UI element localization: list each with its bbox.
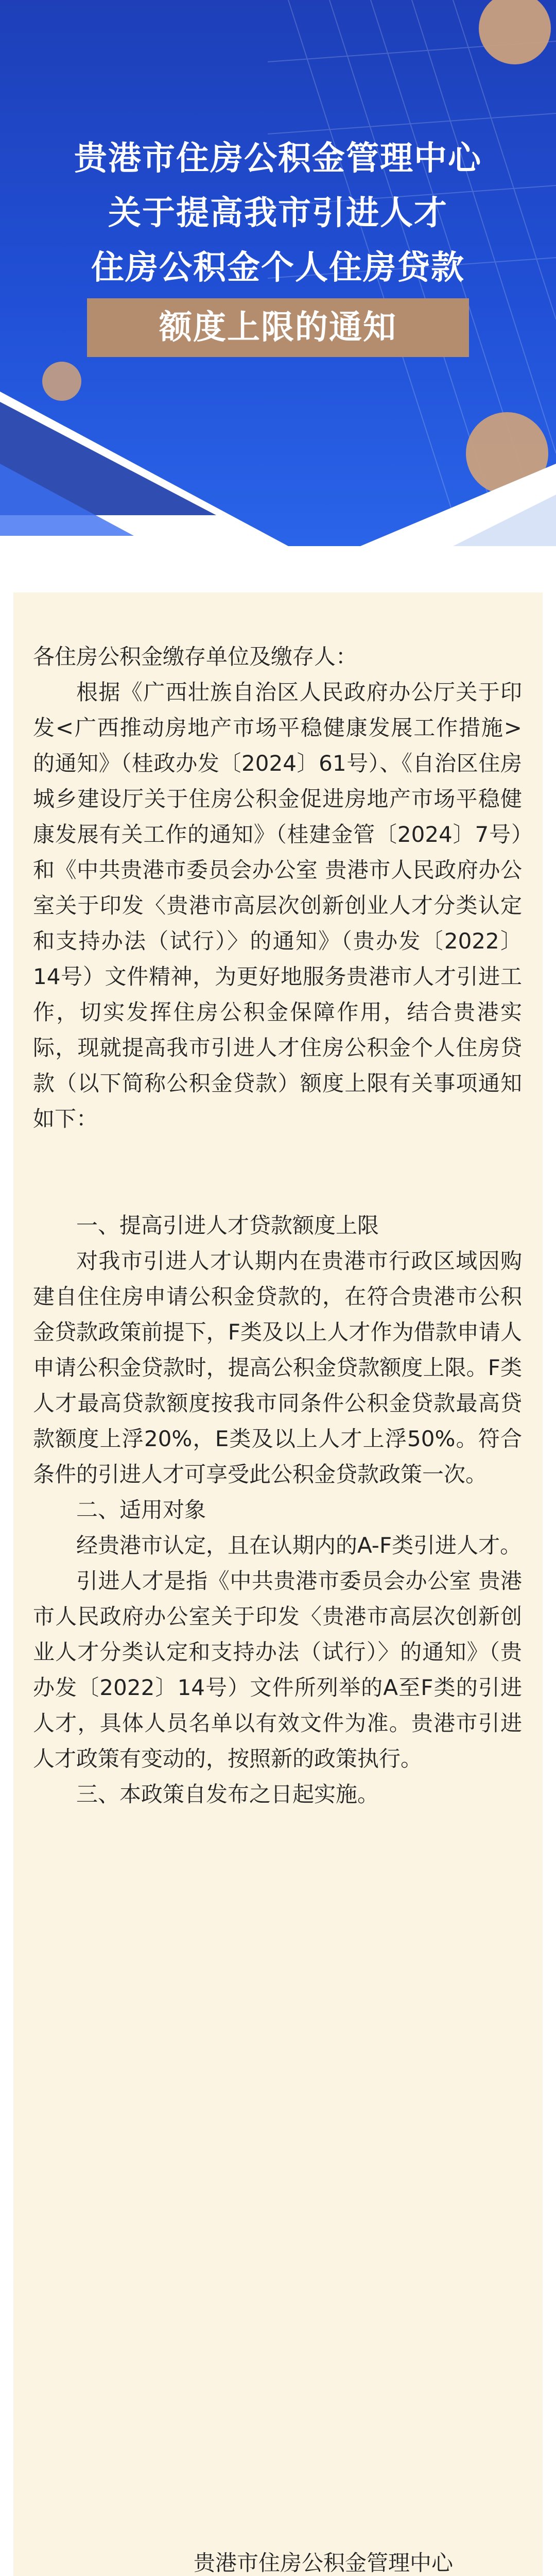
section-2-body-2: 引进人才是指《中共贵港市委员会办公室 贵港市人民政府办公室关于印发〈贵港市高层次创新创业人才分类认定和支持办法（试行）〉的通知》（贵办发〔2022〕14号）文件所列举的A至F类的引进人才，具体人员名单以有效文件为准。贵港市引进人才政策有变动的，按照新的政策执行。 [33, 1568, 522, 1771]
signature-org: 贵港市住房公积金管理中心 [194, 2550, 454, 2575]
intro-paragraph: 根据《广西壮族自治区人民政府办公厅关于印发<广西推动房地产市场平稳健康发展工作措施>的通知》（桂政办发〔2024〕61号）、《自治区住房城乡建设厅关于住房公积金促进房地产市场平稳健康发展有关工作的通知》（桂建金管〔2024〕7号）和《中共贵港市委员会办公室 贵港市人民政府办公室关于印发〈贵港市高层次创新创业人才分类认定和支持办法（试行）〉的通知》（贵办发〔2022〕14号）文件精神，为更好地服务贵港市人才引进工作，切实发挥住房公积金保障作用，结合贵港实际，现就提高我市引进人才住房公积金个人住房贷款（以下简称公积金贷款）额度上限有关事项通知如下： [33, 680, 522, 1131]
section-1-body: 对我市引进人才认期内在贵港市行政区域因购建自住住房申请公积金贷款的，在符合贵港市公积金贷款政策前提下，F类及以上人才作为借款申请人申请公积金贷款时，提高公积金贷款额度上限。F类人才最高贷款额度按我市同条件公积金贷款最高贷款额度上浮20%，E类及以上人才上浮50%。符合条件的引进人才可享受此公积金贷款政策一次。 [33, 1248, 522, 1487]
section-2-body-1: 经贵港市认定，且在认期内的A-F类引进人才。 [76, 1533, 522, 1558]
title-line-4: 额度上限的通知 [87, 298, 469, 357]
section-1-title: 一、提高引进人才贷款额度上限 [76, 1213, 379, 1238]
title-line-1: 贵港市住房公积金管理中心 [74, 140, 482, 178]
section-3: 三、本政策自发布之日起实施。 [76, 1782, 379, 1807]
notice-body [33, 639, 522, 1812]
section-2-title: 二、适用对象 [76, 1497, 206, 1522]
title-line-3: 住房公积金个人住房贷款 [91, 249, 465, 287]
notice-title [0, 131, 556, 357]
header-banner [0, 0, 556, 546]
salutation: 各住房公积金缴存单位及缴存人： [33, 644, 358, 669]
title-line-2: 关于提高我市引进人才 [108, 194, 448, 232]
